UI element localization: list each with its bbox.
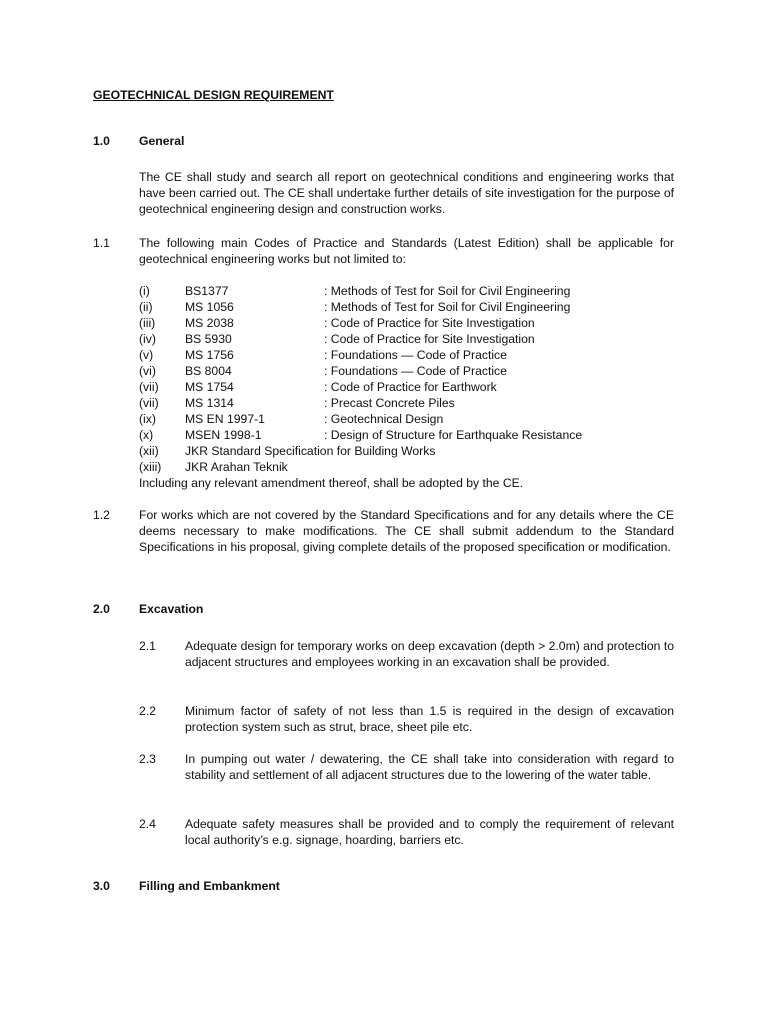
list-item-code: BS 5930 (185, 332, 232, 346)
list-item-code: JKR Arahan Teknik (185, 460, 288, 474)
list-item-description: : Foundations — Code of Practice (324, 348, 507, 362)
list-item-index: (i) (139, 284, 150, 298)
clause-2-4-number: 2.4 (139, 817, 156, 831)
list-item-code: MS 1756 (185, 348, 234, 362)
clause-2-3-number: 2.3 (139, 752, 156, 766)
list-item-description: : Code of Practice for Site Investigation (324, 332, 535, 346)
list-item-code: MSEN 1998-1 (185, 428, 262, 442)
section-3-number: 3.0 (93, 879, 110, 893)
clause-2-3-text: In pumping out water / dewatering, the CE shall take into consideration with regard to stability and settlement of all adjacent structures due to the lowering of the water table. (185, 752, 674, 782)
list-item-index: (iv) (139, 332, 156, 346)
list-item-description: : Foundations — Code of Practice (324, 364, 507, 378)
list-item-description: : Methods of Test for Soil for Civil Engineering (324, 300, 571, 314)
clause-2-2-number: 2.2 (139, 704, 156, 718)
list-item-index: (v) (139, 348, 154, 362)
list-item-index: (xii) (139, 444, 159, 458)
clause-2-2-text: Minimum factor of safety of not less than 1.5 is required in the design of excavation protection system such as strut, brace, sheet pile etc. (185, 704, 674, 734)
list-item-description: : Geotechnical Design (324, 412, 444, 426)
list-item-index: (vii) (139, 396, 159, 410)
list-item-index: (vi) (139, 364, 156, 378)
list-item-description: : Design of Structure for Earthquake Resistance (324, 428, 583, 442)
document-title: GEOTECHNICAL DESIGN REQUIREMENT (93, 88, 334, 102)
section-2-heading: Excavation (139, 602, 204, 616)
section-2-number: 2.0 (93, 602, 110, 616)
list-item-index: (ii) (139, 300, 153, 314)
clause-1-2-text: For works which are not covered by the Standard Specifications and for any details where the CE deems necessary to make modifications. The CE shall submit addendum to the Standard Specifications in his proposal, giving complete details of the proposed specification or modification. (139, 508, 674, 554)
list-item-description: : Methods of Test for Soil for Civil Engineering (324, 284, 571, 298)
list-item-index: (vii) (139, 380, 159, 394)
list-item-code: BS1377 (185, 284, 229, 298)
list-item-index: (ix) (139, 412, 156, 426)
list-item-description: : Code of Practice for Earthwork (324, 380, 497, 394)
section-1-intro: The CE shall study and search all report on geotechnical conditions and engineering works that have been carried out. The CE shall undertake further details of site investigation for the purpose of geotechnical engineering design and construction works. (139, 170, 674, 216)
list-item-index: (iii) (139, 316, 156, 330)
list-item-index: (xiii) (139, 460, 162, 474)
list-footer-text: Including any relevant amendment thereof, shall be adopted by the CE. (139, 476, 524, 490)
list-item-description: : Code of Practice for Site Investigation (324, 316, 535, 330)
list-item-description: : Precast Concrete Piles (324, 396, 455, 410)
list-item-code: MS 1056 (185, 300, 234, 314)
list-item-code: MS 1314 (185, 396, 234, 410)
clause-2-1-text: Adequate design for temporary works on deep excavation (depth > 2.0m) and protection to adjacent structures and employees working in an excavation shall be provided. (185, 639, 674, 669)
list-item-code: MS 2038 (185, 316, 234, 330)
list-item-code: MS 1754 (185, 380, 234, 394)
section-1-heading: General (139, 134, 185, 148)
clause-2-1-number: 2.1 (139, 639, 156, 653)
list-item-code: JKR Standard Specification for Building Works (185, 444, 436, 458)
list-item-code: MS EN 1997-1 (185, 412, 265, 426)
clause-1-1-text: The following main Codes of Practice and Standards (Latest Edition) shall be applicable for geotechnical engineering works but not limited to: (139, 236, 674, 266)
section-3-heading: Filling and Embankment (139, 879, 280, 893)
clause-1-2-number: 1.2 (93, 508, 110, 522)
section-1-number: 1.0 (93, 134, 110, 148)
clause-1-1-number: 1.1 (93, 236, 110, 250)
list-item-code: BS 8004 (185, 364, 232, 378)
list-item-index: (x) (139, 428, 154, 442)
clause-2-4-text: Adequate safety measures shall be provided and to comply the requirement of relevant local authority’s e.g. signage, hoarding, barriers etc. (185, 817, 674, 847)
